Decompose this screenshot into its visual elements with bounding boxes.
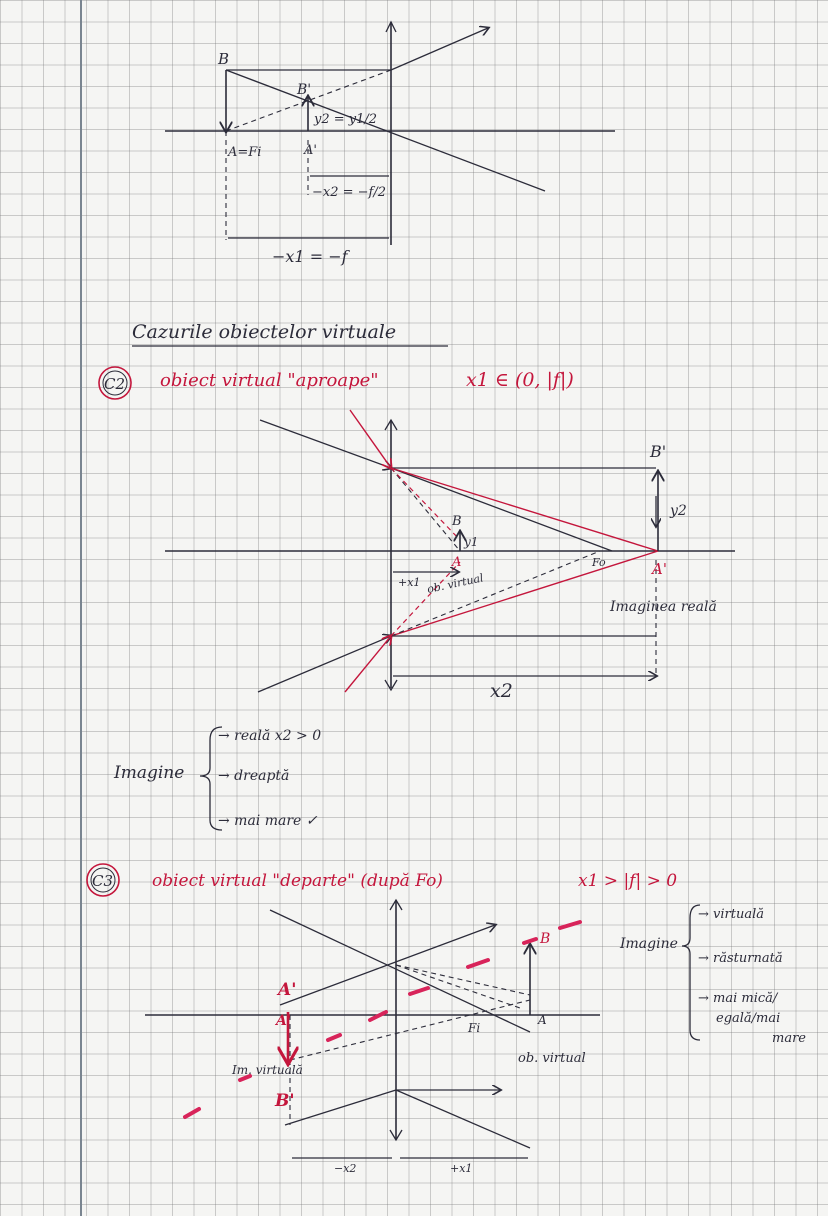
c3-label-B-prime: B' xyxy=(275,1091,295,1111)
c2-ray-in-top xyxy=(260,420,391,468)
c3-red-dash-5 xyxy=(370,1012,386,1020)
c2-label-x2: x2 xyxy=(490,680,513,702)
c3-ray-3 xyxy=(285,1090,396,1125)
c2-bullet-1: → reală x2 > 0 xyxy=(218,728,322,744)
c3-label-im-virtuala: Im. virtuală xyxy=(232,1063,303,1077)
c3-brace xyxy=(682,905,700,1040)
c3-label-Fi: Fi xyxy=(468,1021,481,1035)
c2-label-image-real: Imaginea reală xyxy=(610,599,717,615)
fig1-label-A-Fi: A=Fi xyxy=(228,145,262,160)
c2-label-plus-x1: +x1 xyxy=(398,576,421,589)
case-c2 xyxy=(99,367,735,830)
c2-ray-to-F xyxy=(391,468,612,551)
c2-red-ray-in-top xyxy=(350,410,391,468)
fig1-label-x2: −x2 = −f/2 xyxy=(312,185,387,200)
c3-label-minus-x2: −x2 xyxy=(334,1162,357,1175)
case-c3 xyxy=(87,864,806,1175)
c3-bullet-3: → mai mică/ xyxy=(698,991,778,1006)
fig1-label-B-prime: B' xyxy=(297,82,312,98)
c3-label-plus-x1: +x1 xyxy=(450,1162,473,1175)
c3-bullet-5: mare xyxy=(772,1031,806,1046)
c2-label-Fo: Fo xyxy=(592,556,606,569)
c2-heading: obiect virtual "aproape" xyxy=(160,370,379,391)
c2-label-ob-virtual: ob. virtual xyxy=(425,571,485,596)
fig1-ray-out xyxy=(391,28,488,70)
c3-heading: obiect virtual "departe" (după Fo) xyxy=(152,871,443,891)
c3-ray-1 xyxy=(270,910,530,1032)
c3-dash-2 xyxy=(396,965,520,1008)
c3-ray-4 xyxy=(396,1090,530,1148)
figure-1 xyxy=(165,22,615,266)
c3-red-dash-4 xyxy=(410,988,428,994)
c2-label-y1: y1 xyxy=(464,535,479,549)
c3-ray-2 xyxy=(280,925,495,1005)
fig1-label-B: B xyxy=(218,50,230,68)
c2-range: x1 ∈ (0, |f|) xyxy=(466,369,574,391)
fig1-label-x1: −x1 = −f xyxy=(272,247,348,266)
c3-bullet-1: → virtuală xyxy=(698,907,764,922)
c2-red-ray-in-bottom xyxy=(345,636,391,692)
c2-label-y2: y2 xyxy=(670,503,687,519)
c3-red-dash-6 xyxy=(328,1035,340,1040)
c3-label-ob-virtual: ob. virtual xyxy=(518,1051,586,1066)
section-title: Cazurile obiectelor virtuale xyxy=(132,321,397,343)
c3-label-B: B xyxy=(540,931,551,947)
c2-bullet-3: → mai mare ✓ xyxy=(218,813,318,829)
c2-image-label: Imagine xyxy=(114,763,185,783)
c2-label-B-prime: B' xyxy=(650,442,667,461)
c3-range: x1 > |f| > 0 xyxy=(578,871,678,891)
c2-label-A-prime: A' xyxy=(652,560,667,578)
c3-label-A-prime-axis: A' xyxy=(276,1013,292,1029)
c2-label-B: B xyxy=(452,514,462,529)
fig1-label-y2: y2 = y1/2 xyxy=(314,112,378,127)
c3-dash-3 xyxy=(290,1000,530,1060)
c3-red-dash-2 xyxy=(524,939,536,943)
c3-bullet-4: egală/mai xyxy=(716,1011,781,1026)
c3-bullet-2: → răsturnată xyxy=(698,951,783,966)
c3-badge: C3 xyxy=(92,872,114,890)
c3-label-A: A xyxy=(538,1013,547,1027)
c3-image-label: Imagine xyxy=(620,936,678,952)
c2-bullet-2: → dreaptă xyxy=(218,768,290,784)
c3-red-dash-1 xyxy=(560,922,580,928)
c3-red-dash-3 xyxy=(468,960,488,967)
c3-red-dash-8 xyxy=(185,1109,199,1117)
c3-label-A-prime-top: A' xyxy=(278,980,297,1000)
c2-badge: C2 xyxy=(104,375,126,393)
c2-ray-in-bottom xyxy=(258,636,391,692)
c2-dash-bottom xyxy=(391,551,600,636)
c2-label-A: A xyxy=(452,555,462,570)
fig1-label-A-prime: A' xyxy=(304,143,317,158)
